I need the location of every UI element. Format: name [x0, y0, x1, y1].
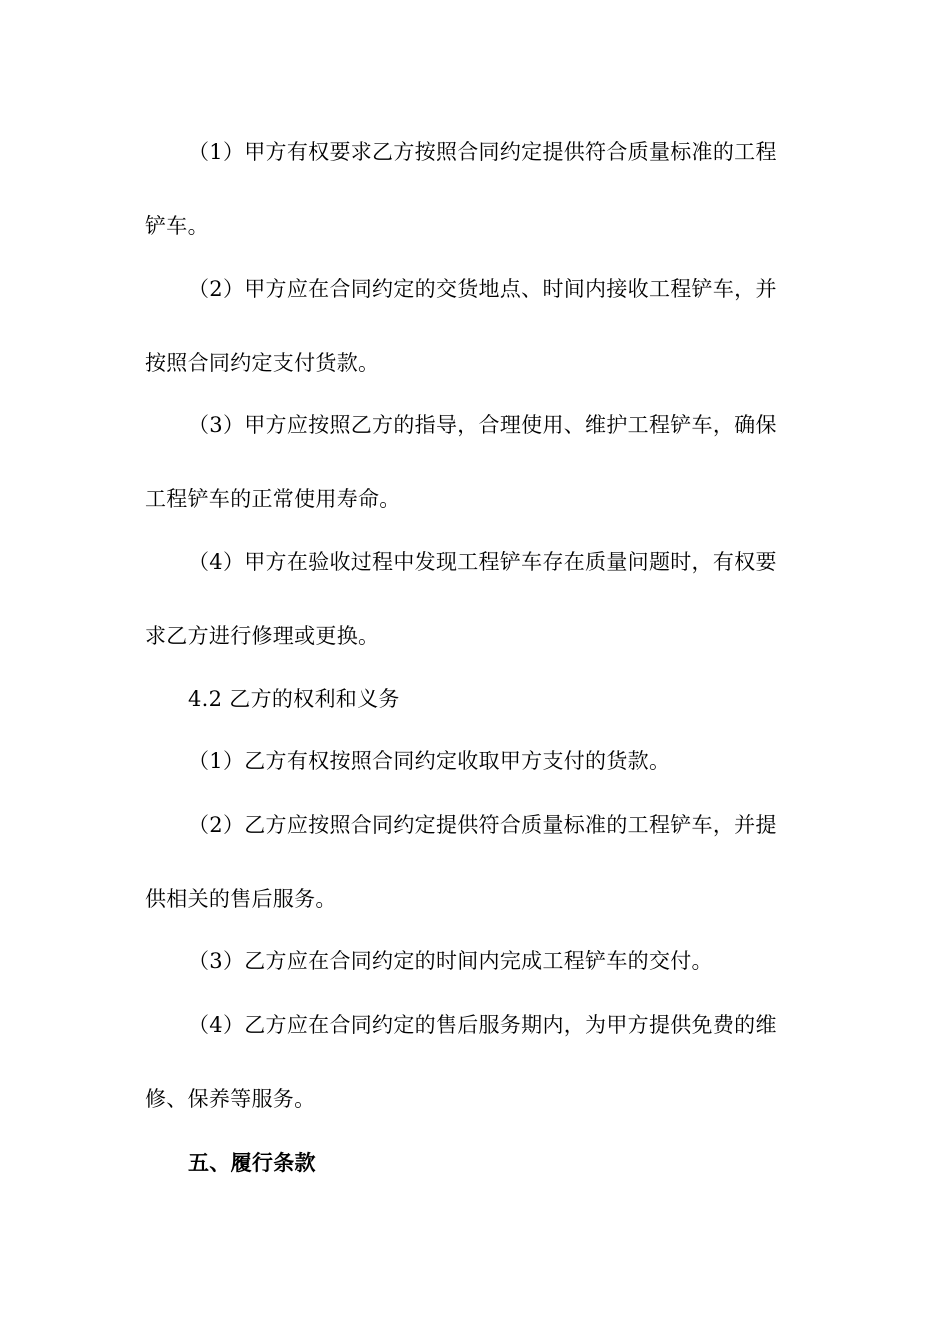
- paragraph-line: （2）乙方应按照合同约定提供符合质量标准的工程铲车，并提: [188, 813, 777, 837]
- paragraph-line: （1）乙方有权按照合同约定收取甲方支付的货款。: [188, 749, 671, 773]
- paragraph-line: （4）甲方在验收过程中发现工程铲车存在质量问题时，有权要: [188, 550, 777, 574]
- paragraph-line: （3）甲方应按照乙方的指导，合理使用、维护工程铲车，确保: [188, 413, 777, 437]
- paragraph-line: （3）乙方应在合同约定的时间内完成工程铲车的交付。: [188, 949, 713, 973]
- paragraph-line: 修、保养等服务。: [145, 1087, 316, 1111]
- paragraph-line: （2）甲方应在合同约定的交货地点、时间内接收工程铲车，并: [188, 277, 777, 301]
- paragraph-line: （4）乙方应在合同约定的售后服务期内，为甲方提供免费的维: [188, 1013, 777, 1037]
- paragraph-line: 工程铲车的正常使用寿命。: [145, 487, 401, 511]
- section-subheading: 4.2 乙方的权利和义务: [188, 687, 400, 711]
- paragraph-line: 铲车。: [145, 214, 209, 238]
- paragraph-line: 求乙方进行修理或更换。: [145, 624, 380, 648]
- paragraph-line: 按照合同约定支付货款。: [145, 351, 380, 375]
- section-heading: 五、履行条款: [188, 1151, 316, 1175]
- paragraph-line: 供相关的售后服务。: [145, 887, 337, 911]
- paragraph-line: （1）甲方有权要求乙方按照合同约定提供符合质量标准的工程: [188, 140, 777, 164]
